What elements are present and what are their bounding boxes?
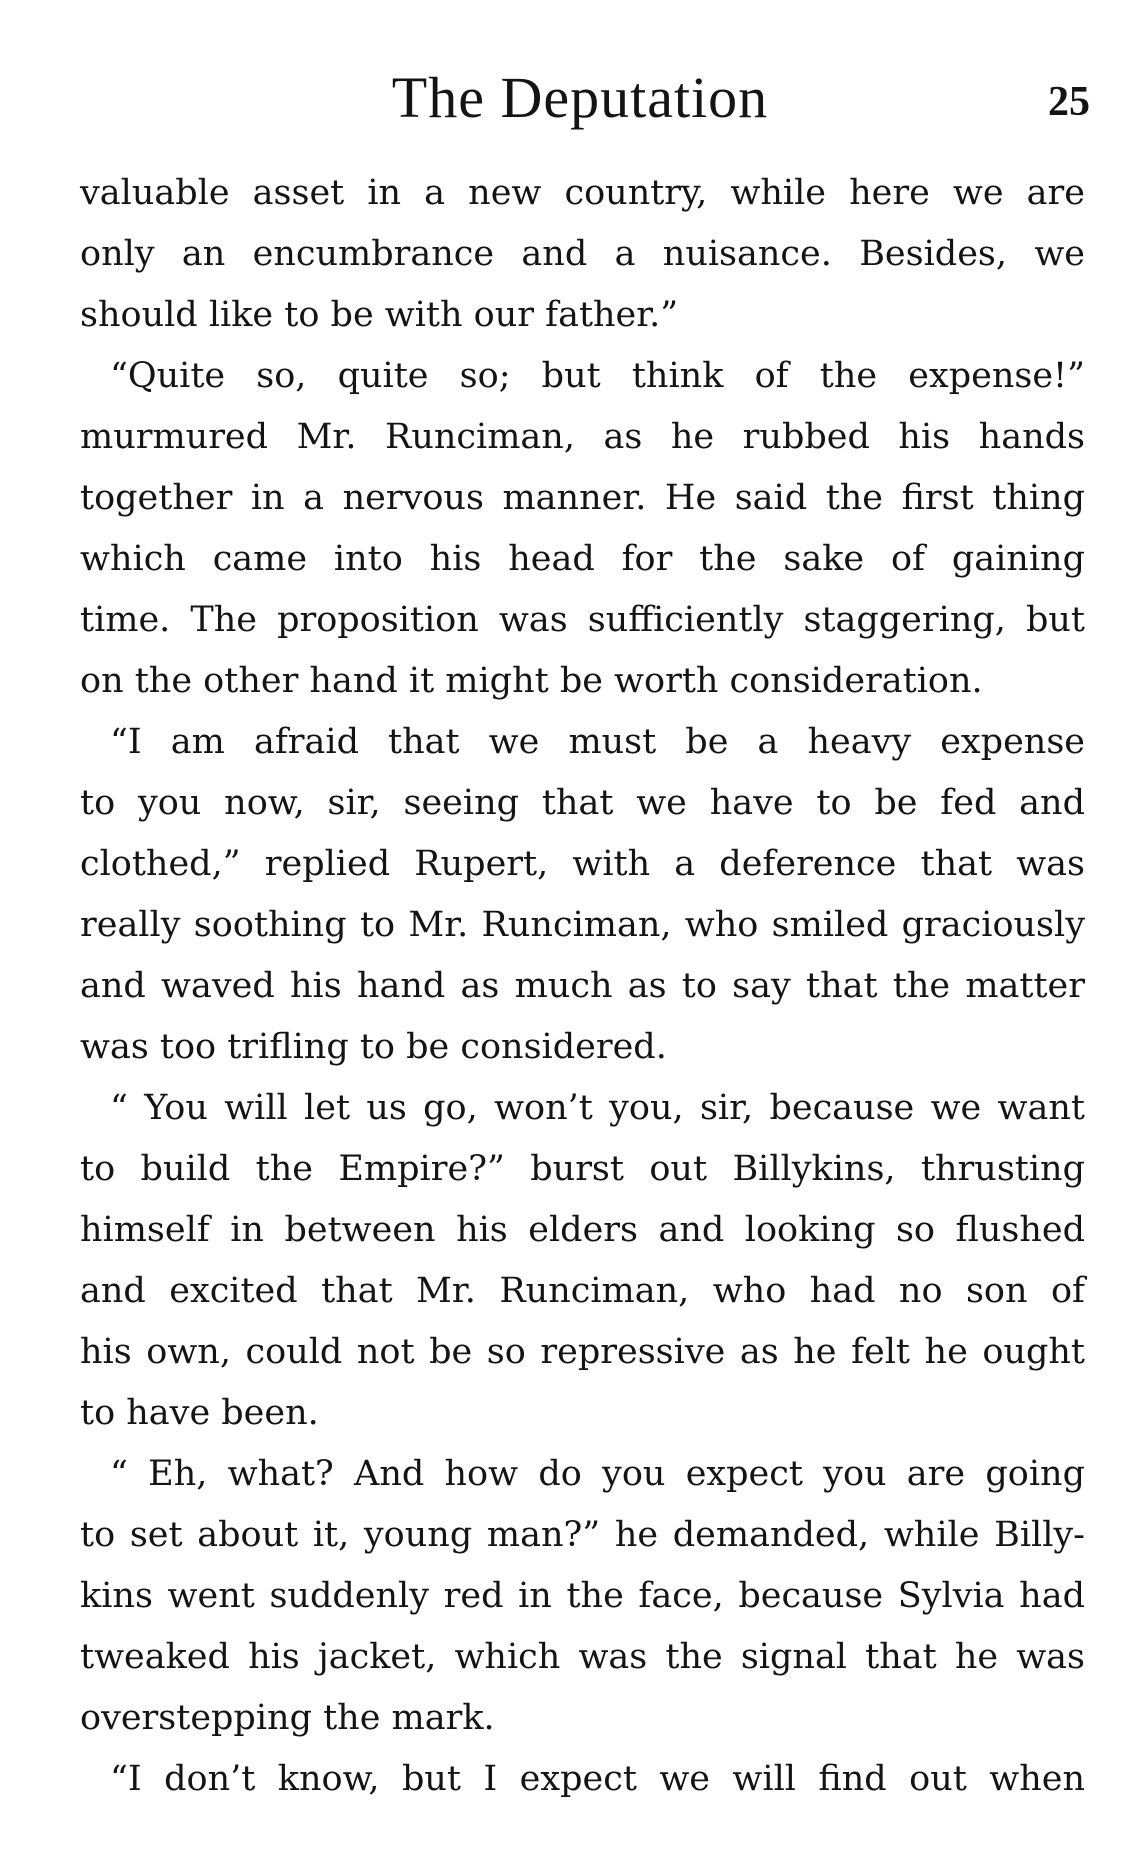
text-line: kins went suddenly red in the face, because Sylvia had (80, 1576, 1085, 1616)
text-line: time. The proposition was sufficiently staggering, but (80, 600, 1085, 640)
text-line: really soothing to Mr. Runciman, who smiled graciously (80, 905, 1085, 945)
text-line: should like to be with our father.” (80, 295, 679, 335)
text-line: himself in between his elders and looking so flushed (80, 1210, 1085, 1250)
text-line: tweaked his jacket, which was the signal that he was (80, 1637, 1085, 1677)
text-line: and excited that Mr. Runciman, who had no son of (80, 1271, 1085, 1311)
text-line: to set about it, young man?” he demanded, while Billy- (80, 1515, 1085, 1555)
body-text (80, 163, 1085, 1810)
chapter-title: The Deputation (391, 65, 769, 130)
text-line: “ Eh, what? And how do you expect you are going (110, 1454, 1085, 1494)
text-line: together in a nervous manner. He said the first thing (80, 478, 1085, 518)
page-number: 25 (1048, 79, 1090, 125)
text-line: to build the Empire?” burst out Billykins, thrusting (80, 1149, 1085, 1189)
text-line: “Quite so, quite so; but think of the expense!” (110, 356, 1085, 396)
text-line: was too trifling to be considered. (80, 1027, 667, 1067)
text-line: his own, could not be so repressive as he felt he ought (80, 1332, 1085, 1372)
text-line: to you now, sir, seeing that we have to be fed and (80, 783, 1085, 823)
text-line: only an encumbrance and a nuisance. Besides, we (80, 234, 1085, 274)
text-line: which came into his head for the sake of gaining (80, 539, 1085, 579)
text-line: to have been. (80, 1393, 319, 1433)
text-line: overstepping the mark. (80, 1698, 495, 1738)
text-line: “ You will let us go, won’t you, sir, because we want (110, 1088, 1085, 1128)
text-line: “I don’t know, but I expect we will find out when (110, 1759, 1085, 1799)
text-line: murmured Mr. Runciman, as he rubbed his hands (80, 417, 1085, 457)
text-line: on the other hand it might be worth consideration. (80, 661, 983, 701)
text-line: valuable asset in a new country, while here we are (80, 173, 1085, 213)
text-line: “I am afraid that we must be a heavy expense (110, 722, 1085, 762)
text-line: clothed,” replied Rupert, with a deference that was (80, 844, 1085, 884)
running-head (80, 58, 1090, 138)
text-line: and waved his hand as much as to say that the matter (80, 966, 1085, 1006)
